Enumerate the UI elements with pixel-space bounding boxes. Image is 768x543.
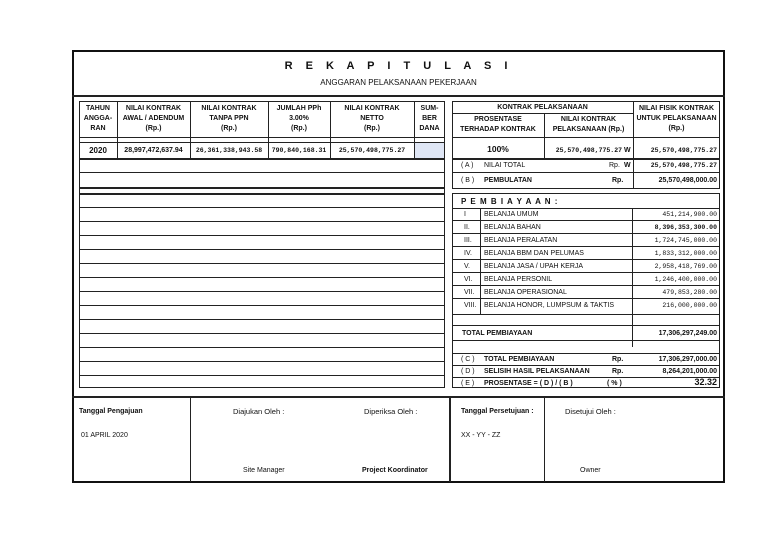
footer-divider <box>72 396 725 398</box>
awal-value: 28,997,472,637.94 <box>124 147 183 154</box>
diajukan-label: Diajukan Oleh : <box>233 407 285 416</box>
diperiksa-label: Diperiksa Oleh : <box>364 407 418 416</box>
tanggal-persetujuan-label: Tanggal Persetujuan : <box>461 408 534 415</box>
page-subtitle: ANGGARAN PELAKSANAAN PEKERJAAN <box>320 78 477 87</box>
tahun-value: 2020 <box>89 146 107 155</box>
disetujui-label: Disetujui Oleh : <box>565 407 616 416</box>
nilai-kontrak-suffix: W <box>624 147 631 154</box>
pembiayaan-heading: P E M B I A Y A A N : <box>461 197 559 206</box>
tanggal-persetujuan-value: XX - YY - ZZ <box>461 432 501 439</box>
tanggal-pengajuan-value: 01 APRIL 2020 <box>81 432 128 439</box>
kontrak-pelaksanaan-header: KONTRAK PELAKSANAAN <box>497 104 588 111</box>
header-divider <box>72 95 725 97</box>
fisik-value: 25,570,498,775.27 <box>650 147 717 154</box>
disetujui-role: Owner <box>580 467 601 474</box>
diperiksa-role: Project Koordinator <box>362 467 428 474</box>
tanpa-ppn-value: 26,361,338,943.58 <box>195 147 263 154</box>
nilai-kontrak-value: 25,570,498,775.27 <box>555 147 622 154</box>
page-title: R E K A P I T U L A S I <box>284 60 513 72</box>
total-pembiayaan-value: 17,306,297,249.00 <box>658 330 717 337</box>
pph-value: 790,840,168.31 <box>271 147 327 154</box>
prosentase-value: 100% <box>487 144 509 154</box>
tanggal-pengajuan-label: Tanggal Pengajuan <box>79 408 143 415</box>
netto-value: 25,570,498,775.27 <box>338 147 406 154</box>
left-table <box>79 101 445 388</box>
total-pembiayaan-label: TOTAL PEMBIAYAAN <box>462 330 533 337</box>
diajukan-role: Site Manager <box>243 467 285 474</box>
sumber-dana-cell[interactable] <box>415 143 444 158</box>
